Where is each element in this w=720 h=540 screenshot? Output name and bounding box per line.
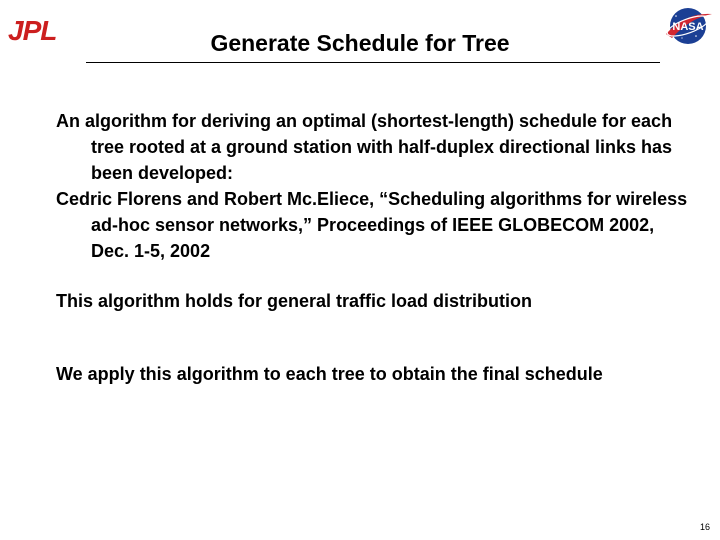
page-number: 16 bbox=[699, 522, 710, 532]
svg-text:NASA: NASA bbox=[672, 21, 704, 33]
body-item-citation: Cedric Florens and Robert Mc.Eliece, “Scheduling algorithms for wireless ad-hoc sensor networks,” Proceedings of IEEE GLOBECOM 2002, Dec. 1-5, 2002 bbox=[56, 189, 688, 261]
title-underline bbox=[86, 62, 660, 63]
body-item-algorithm: An algorithm for deriving an optimal (shortest-length) schedule for each tree rooted at a ground station with half-duplex directional links has been developed: bbox=[56, 111, 673, 183]
body-block-1 bbox=[56, 108, 696, 264]
body-item-apply: We apply this algorithm to each tree to obtain the final schedule bbox=[56, 364, 603, 384]
svg-text:JPL: JPL bbox=[8, 16, 57, 44]
body-item-traffic: This algorithm holds for general traffic load distribution bbox=[56, 291, 533, 311]
slide-title: Generate Schedule for Tree bbox=[210, 30, 510, 56]
